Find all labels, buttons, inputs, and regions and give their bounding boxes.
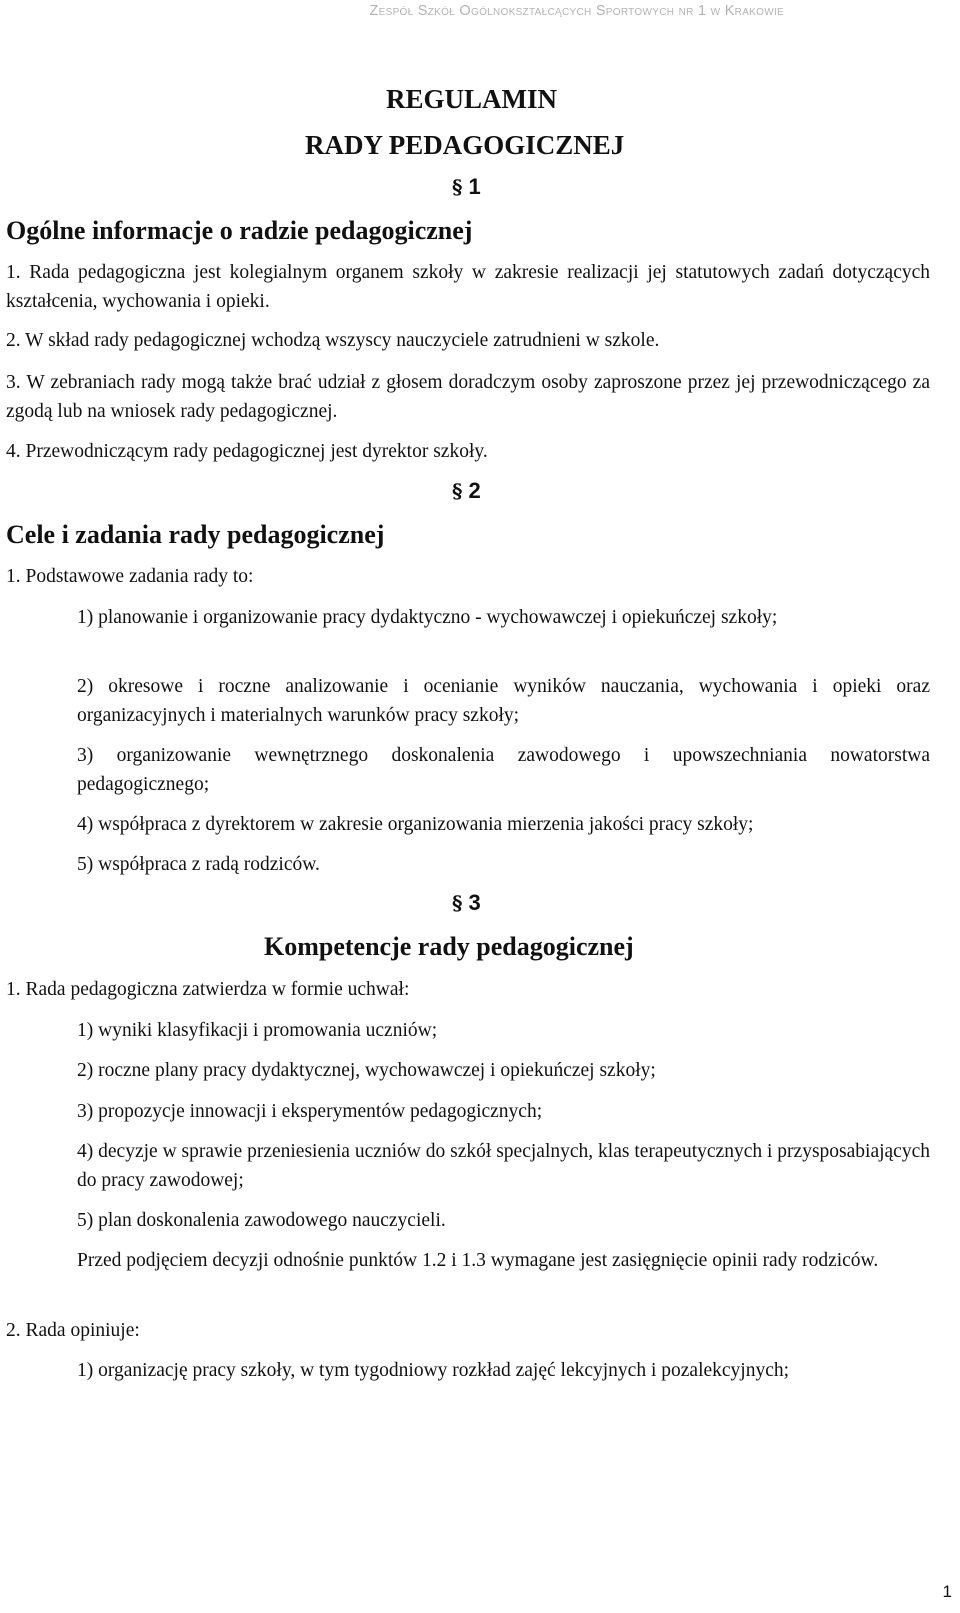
school-header: Zespół Szkół Ogólnokształcących Sportowych nr 1 w Krakowie bbox=[369, 3, 784, 19]
document-title: REGULAMIN bbox=[386, 84, 558, 114]
section-3-subitem-2: 2) roczne plany pracy dydaktycznej, wychowawczej i opiekuńczej szkoły; bbox=[77, 1060, 656, 1081]
section-3-subitem-5: 5) plan doskonalenia zawodowego nauczycieli. bbox=[77, 1210, 446, 1231]
section-3-intro: 1. Rada pedagogiczna zatwierdza w formie uchwał: bbox=[6, 979, 410, 1000]
section-3-opinion-item-1: 1) organizację pracy szkoły, w tym tygodniowy rozkład zajęć lekcyjnych i pozalekcyjnych; bbox=[77, 1360, 790, 1381]
section-1-item-4: 4. Przewodniczącym rady pedagogicznej jest dyrektor szkoły. bbox=[6, 441, 488, 462]
section-3-subitem-1: 1) wyniki klasyfikacji i promowania uczniów; bbox=[77, 1020, 438, 1041]
section-3-subitem-4: 4) decyzje w sprawie przeniesienia uczniów do szkół specjalnych, klas terapeutycznych i przysposabiających do pracy zawodowej; bbox=[77, 1141, 930, 1191]
section-symbol: § bbox=[452, 479, 463, 503]
section-2-heading: Cele i zadania rady pedagogicznej bbox=[6, 520, 385, 549]
section-number: 1 bbox=[468, 174, 481, 199]
section-3-subitem-3: 3) propozycje innowacji i eksperymentów pedagogicznych; bbox=[77, 1101, 543, 1122]
section-2-subitem-2: 2) okresowe i roczne analizowanie i ocenianie wyników nauczania, wychowania i opieki oraz organizacyjnych i materialnych warunków pracy szkoły; bbox=[77, 676, 930, 726]
section-3-note: Przed podjęciem decyzji odnośnie punktów 1.2 i 1.3 wymagane jest zasięgnięcie opinii rady rodziców. bbox=[77, 1250, 879, 1271]
section-2-subitem-5: 5) współpraca z radą rodziców. bbox=[77, 854, 320, 875]
section-1-item-1: 1. Rada pedagogiczna jest kolegialnym organem szkoły w zakresie realizacji jej statutowych zadań dotyczących kształcenia, wychowania i opieki. bbox=[6, 262, 930, 312]
section-symbol: § bbox=[452, 175, 463, 199]
section-3-intro-2: 2. Rada opiniuje: bbox=[6, 1320, 140, 1341]
section-2-paragraph-mark bbox=[452, 478, 481, 504]
section-2-subitem-3: 3) organizowanie wewnętrznego doskonalenia zawodowego i upowszechniania nowatorstwa pedagogicznego; bbox=[77, 745, 930, 795]
section-1-paragraph-mark bbox=[452, 174, 481, 200]
document-subtitle: RADY PEDAGOGICZNEJ bbox=[305, 130, 625, 160]
section-2-intro: 1. Podstawowe zadania rady to: bbox=[6, 566, 254, 587]
section-2-subitem-4: 4) współpraca z dyrektorem w zakresie organizowania mierzenia jakości pracy szkoły; bbox=[77, 814, 754, 835]
section-3-heading: Kompetencje rady pedagogicznej bbox=[264, 932, 634, 961]
section-number: 2 bbox=[468, 478, 481, 503]
section-2-subitem-1: 1) planowanie i organizowanie pracy dydaktyczno - wychowawczej i opiekuńczej szkoły; bbox=[77, 607, 778, 628]
section-number: 3 bbox=[468, 890, 481, 915]
section-symbol: § bbox=[452, 891, 463, 915]
section-1-item-2: 2. W skład rady pedagogicznej wchodzą wszyscy nauczyciele zatrudnieni w szkole. bbox=[6, 330, 660, 351]
page-number: 1 bbox=[942, 1582, 952, 1601]
section-1-heading: Ogólne informacje o radzie pedagogicznej bbox=[6, 216, 473, 245]
section-3-paragraph-mark bbox=[452, 890, 481, 916]
section-1-item-3: 3. W zebraniach rady mogą także brać udział z głosem doradczym osoby zaproszone przez jej przewodniczącego za zgodą lub na wniosek rady pedagogicznej. bbox=[6, 372, 930, 422]
